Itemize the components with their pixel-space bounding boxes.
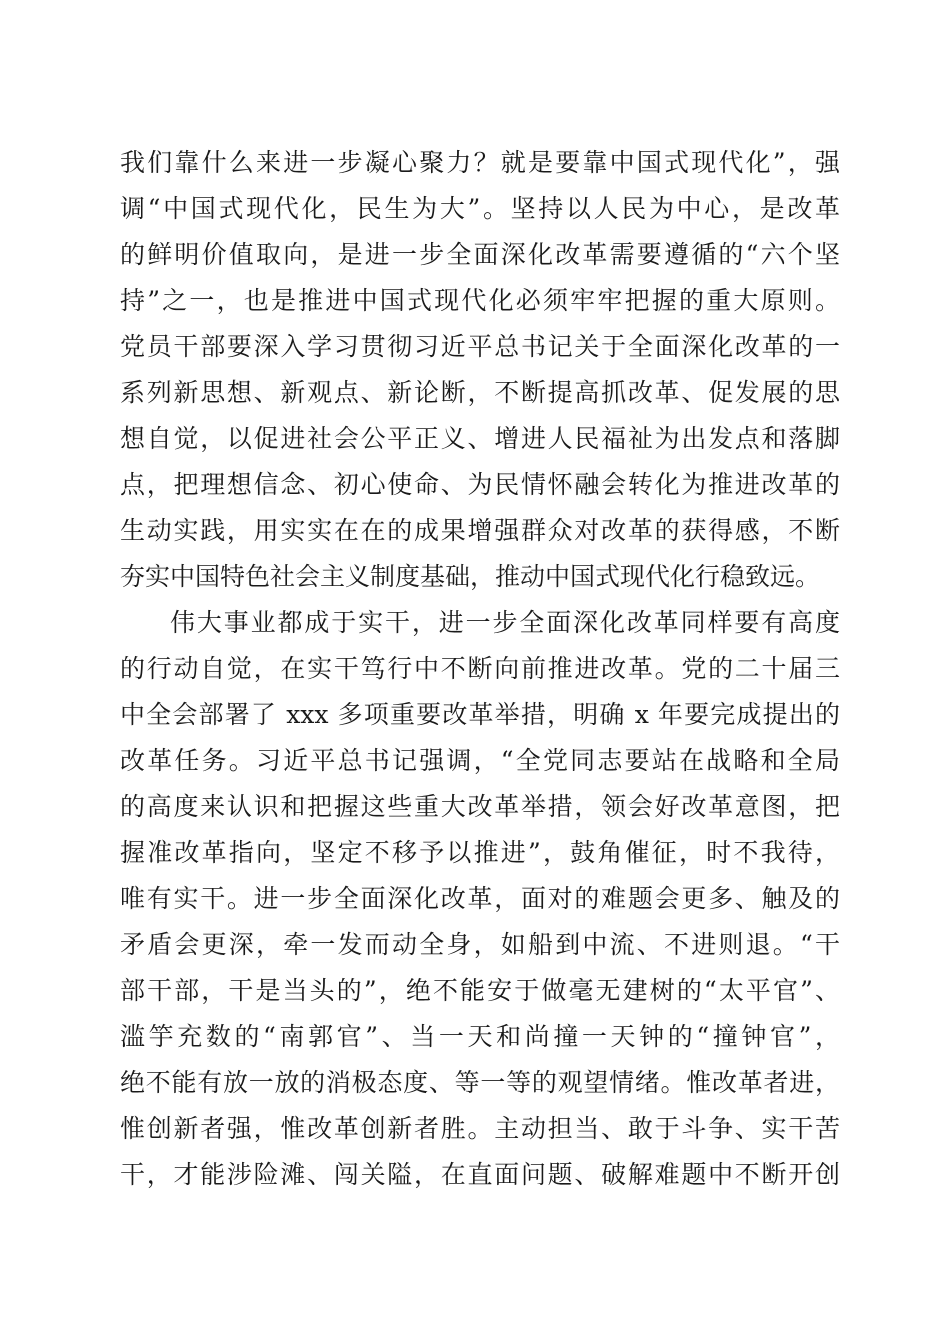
text-line: 持”之一，也是推进中国式现代化必须牢牢把握的重大原则。 [120,286,840,315]
text-line: 的行动自觉，在实干笃行中不断向前推进改革。党的二十届三 [120,654,840,683]
text-line: 握准改革指向，坚定不移予以推进”，鼓角催征，时不我待， [120,838,840,867]
text-line: 生动实践，用实实在在的成果增强群众对改革的获得感，不断 [120,516,840,545]
text-line: 矛盾会更深，牵一发而动全身，如船到中流、不进则退。“干 [120,930,840,959]
text-line: 伟大事业都成于实干，进一步全面深化改革同样要有高度 [170,608,840,637]
text-line: 我们靠什么来进一步凝心聚力？就是要靠中国式现代化”，强 [120,148,840,177]
text-line: 调“中国式现代化，民生为大”。坚持以人民为中心，是改革 [120,194,840,223]
text-line: 的高度来认识和把握这些重大改革举措，领会好改革意图，把 [120,792,840,821]
text-line: 夯实中国特色社会主义制度基础，推动中国式现代化行稳致远。 [120,562,821,591]
text-line: 惟创新者强，惟改革创新者胜。主动担当、敢于斗争、实干苦 [120,1114,840,1143]
text-line: 部干部，干是当头的”，绝不能安于做毫无建树的“太平官”、 [120,976,840,1005]
paragraph-2 [120,600,840,1198]
text-line: 点，把理想信念、初心使命、为民情怀融会转化为推进改革的 [120,470,840,499]
text-line: 想自觉，以促进社会公平正义、增进人民福祉为出发点和落脚 [120,424,840,453]
paragraph-1 [120,140,840,600]
text-line: 滥竽充数的“南郭官”、当一天和尚撞一天钟的“撞钟官”， [120,1022,840,1051]
text-line: 干，才能涉险滩、闯关隘，在直面问题、破解难题中不断开创 [120,1160,840,1189]
text-line: 唯有实干。进一步全面深化改革，面对的难题会更多、触及的 [120,884,840,913]
text-line: 的鲜明价值取向，是进一步全面深化改革需要遵循的“六个坚 [120,240,840,269]
body-text [120,140,840,1198]
text-line: 中全会部署了 xxx 多项重要改革举措，明确 x 年要完成提出的 [120,700,840,729]
text-line: 系列新思想、新观点、新论断，不断提高抓改革、促发展的思 [120,378,840,407]
text-line: 改革任务。习近平总书记强调，“全党同志要站在战略和全局 [120,746,840,775]
text-line: 党员干部要深入学习贯彻习近平总书记关于全面深化改革的一 [120,332,840,361]
text-line: 绝不能有放一放的消极态度、等一等的观望情绪。惟改革者进， [120,1068,840,1097]
